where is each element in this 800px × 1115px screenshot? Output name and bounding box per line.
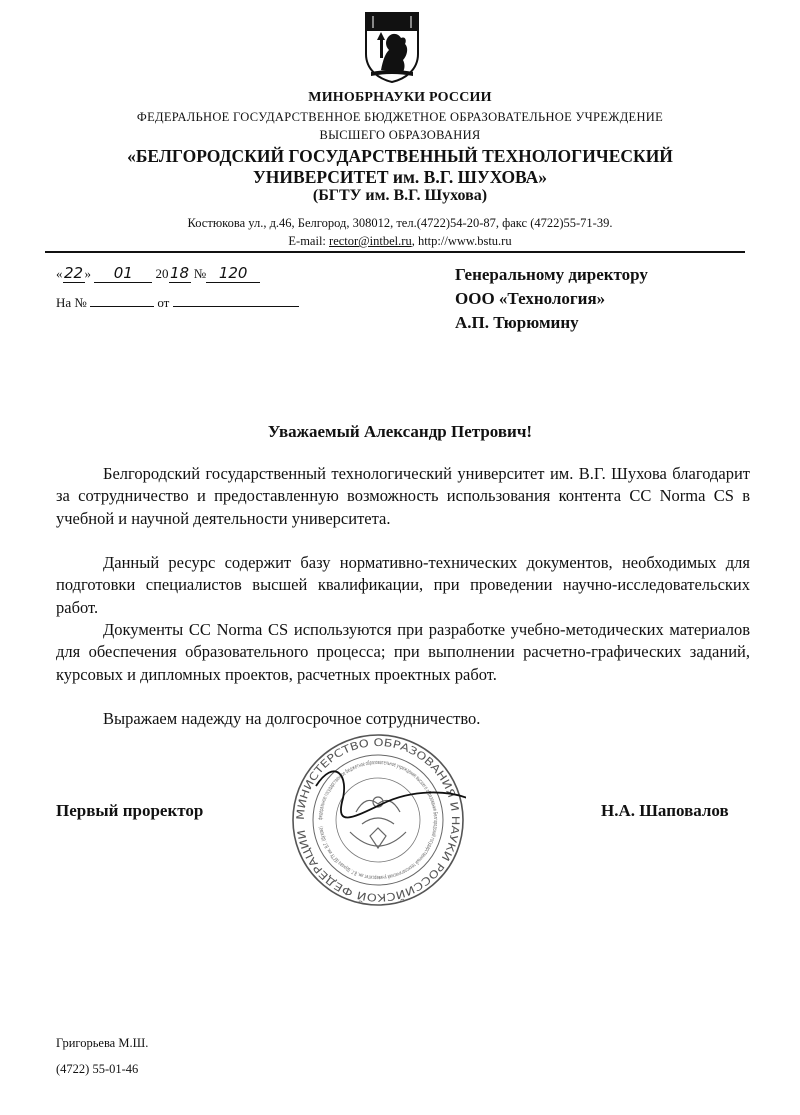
body-paragraph-4 [56, 708, 750, 730]
executor-name: Григорьева М.Ш. [56, 1036, 149, 1050]
reference-registration [56, 294, 299, 311]
outgoing-registration [56, 265, 260, 283]
addressee-position: Генеральному директору [455, 265, 648, 284]
executor-phone: (4722) 55-01-46 [56, 1062, 139, 1076]
year-prefix: 20 [155, 266, 169, 281]
header-divider [45, 251, 745, 253]
coat-of-arms-icon [363, 10, 421, 84]
date-day: 22 [63, 264, 84, 282]
reference-from-label: от [157, 295, 170, 310]
paragraph-text: Белгородский государственный технологический университет им. В.Г. Шухова благодарит за сотрудничество и предоставленную возможность использования контента СС Norma CS в учебной и научной деятельности университета. [56, 464, 750, 528]
number-label: № [193, 266, 207, 281]
body-paragraph-2 [56, 552, 750, 619]
ministry-name: МИНОБРНАУКИ РОССИИ [308, 90, 492, 105]
university-name-line1: «БЕЛГОРОДСКИЙ ГОСУДАРСТВЕННЫЙ ТЕХНОЛОГИЧЕСКИЙ [127, 146, 673, 166]
university-name-line2: УНИВЕРСИТЕТ им. В.Г. ШУХОВА» [252, 167, 548, 187]
email-label: E-mail: [288, 234, 330, 248]
university-abbreviation: (БГТУ им. В.Г. Шухова) [312, 187, 488, 204]
body-paragraph-3 [56, 619, 750, 686]
addressee-name: А.П. Тюрюмину [455, 313, 579, 332]
contact-line [0, 234, 800, 249]
paragraph-text: Документы СС Norma CS используются при разработке учебно-методических материалов для обеспечения образовательного процесса; при выполнении расчетно-графических заданий, курсовых и дипломных проектов, расчетных проектных работ. [56, 620, 750, 684]
addressee-company: ООО «Технология» [455, 289, 606, 308]
reference-label: На № [56, 295, 87, 310]
email-link[interactable]: rector@intbel.ru [329, 234, 412, 248]
stamp-outer-ring-text: МИНИСТЕРСТВО ОБРАЗОВАНИЯ И НАУКИ РОССИЙСКОЙ ФЕДЕРАЦИИ [294, 736, 462, 904]
date-month: 01 [94, 265, 152, 283]
stamp-eagle-icon [350, 797, 406, 848]
institution-type-line2: ВЫСШЕГО ОБРАЗОВАНИЯ [319, 128, 481, 142]
stamp-inner-ring-text: федеральное государственное бюджетное образовательное учреждение высшего образования Белгородский государственный технологический университет им. В.Г. Шухова (БГТУ им. В.Г. Шухова) [317, 759, 439, 881]
reference-number-blank [90, 294, 154, 307]
body-paragraph-1 [56, 463, 750, 530]
signatory-name: Н.А. Шаповалов [601, 801, 729, 820]
institution-type-line1: ФЕДЕРАЛЬНОЕ ГОСУДАРСТВЕННОЕ БЮДЖЕТНОЕ ОБРАЗОВАТЕЛЬНОЕ УЧРЕЖДЕНИЕ [136, 110, 664, 124]
postal-address: Костюкова ул., д.46, Белгород, 308012, тел.(4722)54-20-87, факс (4722)55-71-39. [187, 216, 613, 230]
salutation: Уважаемый Александр Петрович! [267, 422, 533, 441]
close-quote: » [84, 266, 91, 281]
paragraph-text: Данный ресурс содержит базу нормативно-технических документов, необходимых для подготовки специалистов высшей квалификации, при проведении научно-исследовательских работ. [56, 553, 750, 617]
website-text: , http://www.bstu.ru [411, 234, 512, 248]
document-number: 120 [206, 265, 260, 283]
signatory-position: Первый проректор [56, 801, 204, 820]
reference-date-blank [173, 294, 299, 307]
open-quote: « [56, 266, 63, 281]
date-year: 18 [169, 264, 190, 282]
official-stamp [290, 732, 466, 908]
paragraph-text: Выражаем надежду на долгосрочное сотрудничество. [103, 709, 481, 728]
